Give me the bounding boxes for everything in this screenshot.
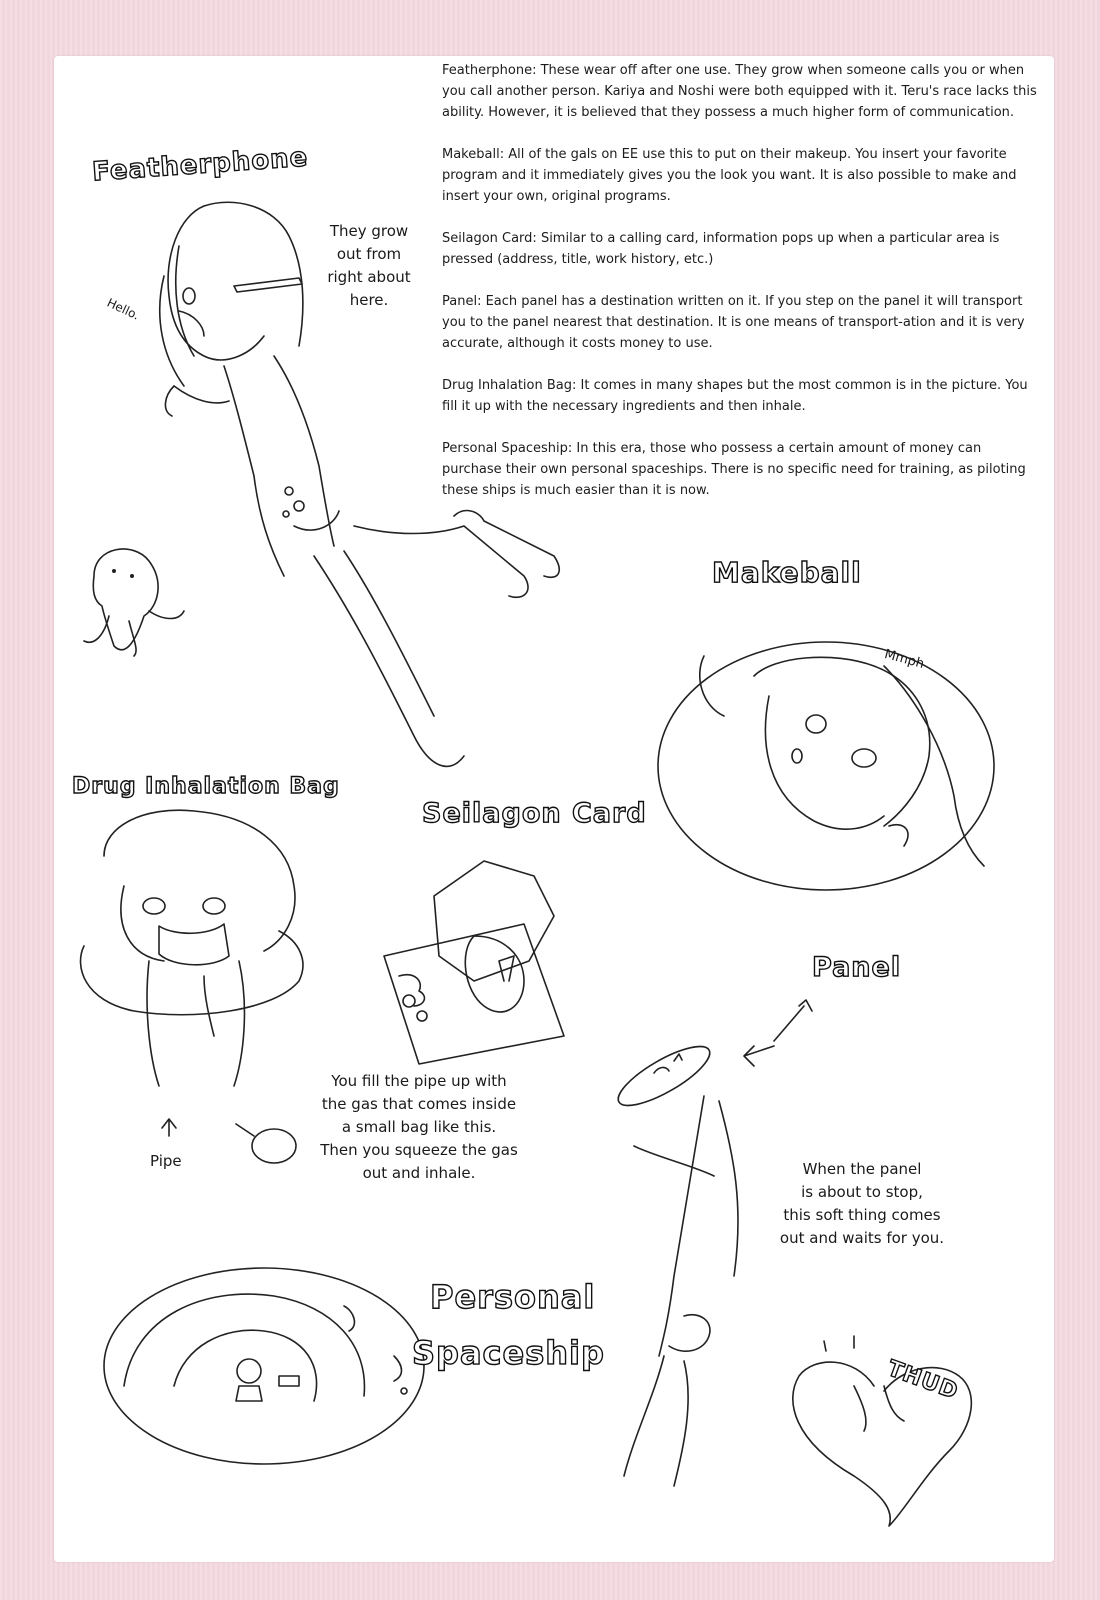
drug-bag-drawing xyxy=(81,810,303,1163)
featherphone-grow-note: They grow out from right about here. xyxy=(327,222,411,309)
panel-title: Panel xyxy=(812,952,902,983)
featherphone-description: Featherphone: These wear off after one use. They grow when someone calls you or when you call another person. Kariya and Noshi were both equipped with it. Teru's race lacks this ability. However, it is believed that they possess a much higher form of communication. xyxy=(442,63,1037,120)
hello-note: Hello. xyxy=(104,295,142,323)
spaceship-title-line1: Personal xyxy=(430,1278,596,1316)
pipe-label: Pipe xyxy=(150,1152,182,1170)
gas-bag-note: You fill the pipe up with the gas that comes inside a small bag like this. Then you squeeze the gas out and inhale. xyxy=(320,1072,518,1182)
personal-spaceship-description: Personal Spaceship: In this era, those who possess a certain amount of money can purchase their own personal spaceships. There is no specific need for training, as piloting these ships is much easier than it is now. xyxy=(442,441,1026,498)
jellyfish-doodle xyxy=(84,549,184,656)
drug-inhalation-bag-description: Drug Inhalation Bag: It comes in many shapes but the most common is in the picture. You fill it up with the necessary ingredients and then inhale. xyxy=(442,378,1028,414)
page-sheet xyxy=(54,56,1054,1562)
makeball-title: Makeball xyxy=(712,556,862,589)
drug-inhalation-bag-title: Drug Inhalation Bag xyxy=(72,774,340,799)
spaceship-drawing xyxy=(104,1268,424,1464)
makeball-drawing xyxy=(658,642,994,890)
seilagon-card-title: Seilagon Card xyxy=(422,798,647,829)
panel-description: Panel: Each panel has a destination written on it. If you step on the panel it will transport you to the panel nearest that destination. It is one means of transport-ation and it is very accurate, although it costs money to use. xyxy=(442,294,1025,351)
item-descriptions xyxy=(442,60,1042,501)
seilagon-card-drawing xyxy=(384,861,564,1064)
thud-sound-effect: THUD xyxy=(883,1356,962,1405)
featherphone-title: Featherphone xyxy=(91,142,310,188)
spaceship-title-line2: Spaceship xyxy=(412,1334,605,1372)
seilagon-card-description: Seilagon Card: Similar to a calling card, information pops up when a particular area is pressed (address, title, work history, etc.) xyxy=(442,231,1000,267)
mmph-note: Mmph xyxy=(882,647,926,672)
makeball-description: Makeball: All of the gals on EE use this to put on their makeup. You insert your favorite program and it immediately gives you the look you want. It is also possible to make and insert your own, original programs. xyxy=(442,147,1017,204)
heart-cushion-drawing xyxy=(793,1336,972,1526)
panel-stop-note: When the panel is about to stop, this soft thing comes out and waits for you. xyxy=(779,1160,945,1247)
